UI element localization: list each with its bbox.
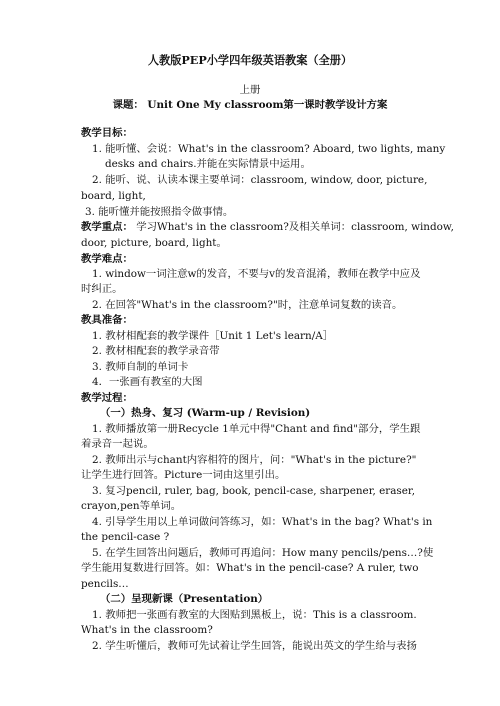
- key-points-text: door, picture, board, light。: [81, 237, 227, 249]
- process-line: 1. 教师把一张画有教室的大图贴到黑板上，说：This is a classroom.: [92, 609, 417, 621]
- preparation-line: 3. 教师自制的单词卡: [92, 361, 189, 373]
- process-line: 5. 在学生回答出问题后，教师可再追问：How many pencils/pens…?使: [92, 547, 434, 559]
- process-line: 让学生进行回答。Picture一词由这里引出。: [81, 469, 286, 481]
- preparation-line: 4．一张画有教室的大图: [92, 376, 203, 388]
- process-line: 1. 教师播放第一册Recycle 1单元中得"Chant and find"部分，学生跟: [92, 423, 421, 435]
- process-line: What's in the classroom?: [81, 624, 213, 636]
- section-heading: （二）呈现新课（Presentation）: [100, 593, 269, 605]
- objective-line: board, light,: [81, 190, 146, 202]
- process-line: 2. 学生听懂后，教师可先试着让学生回答，能说出英文的学生给与表扬: [92, 640, 417, 652]
- preparation-line: 1. 教材相配套的教学课件［Unit 1 Let's learn/A］: [92, 330, 334, 342]
- process-line: 4. 引导学生用以上单词做问答练习，如：What's in the bag? What's in: [92, 516, 433, 528]
- difficulties-heading: 教学难点：: [81, 253, 133, 265]
- objective-line: 1. 能听懂、会说：What's in the classroom? Aboard, two lights, many: [92, 143, 446, 155]
- lesson-title: 课题： Unit One My classroom第一课时教学设计方案: [112, 99, 388, 111]
- key-points-text: 学习What's in the classroom?及相关单词：classroom, window,: [132, 221, 454, 233]
- key-points-row: [81, 221, 454, 234]
- preparation-heading: 教具准备：: [81, 314, 133, 326]
- process-line: crayon,pen等单词。: [81, 500, 182, 512]
- difficulty-line: 1. window一词注意w的发音，不要与v的发音混淆，教师在教学中应及: [92, 268, 421, 280]
- objective-line: 2. 能听、说、认读本课主要单词：classroom, window, door, picture,: [92, 174, 428, 186]
- objective-line: desks and chairs.并能在实际情景中运用。: [105, 158, 311, 170]
- objectives-heading: 教学目标：: [81, 127, 133, 139]
- process-heading: 教学过程：: [81, 392, 133, 404]
- volume-label: 上册: [239, 84, 261, 96]
- process-line: the pencil-case ?: [81, 531, 170, 543]
- key-points-heading: 教学重点：: [81, 221, 133, 233]
- difficulty-line: 时纠正。: [81, 283, 123, 295]
- difficulty-line: 2. 在回答"What's in the classroom?"时，注意单词复数的读音。: [92, 299, 403, 311]
- process-line: 3. 复习pencil, ruler, bag, book, pencil-case, sharpener, eraser,: [92, 485, 416, 497]
- process-line: pencils…: [81, 578, 129, 590]
- process-line: 着录音一起说。: [81, 438, 154, 450]
- objective-line: 3. 能听懂并能按照指令做事情。: [85, 206, 234, 218]
- document-title: 人教版PEP小学四年级英语教案（全册）: [147, 53, 353, 67]
- process-line: 学生能用复数进行回答。如：What's in the pencil-case? A ruler, two: [81, 562, 419, 574]
- process-line: 2. 教师出示与chant内容相符的图片，问："What's in the picture?": [92, 454, 417, 466]
- section-heading: （一）热身、复习 (Warm-up / Revision): [100, 407, 311, 419]
- preparation-line: 2. 教材相配套的教学录音带: [92, 345, 220, 357]
